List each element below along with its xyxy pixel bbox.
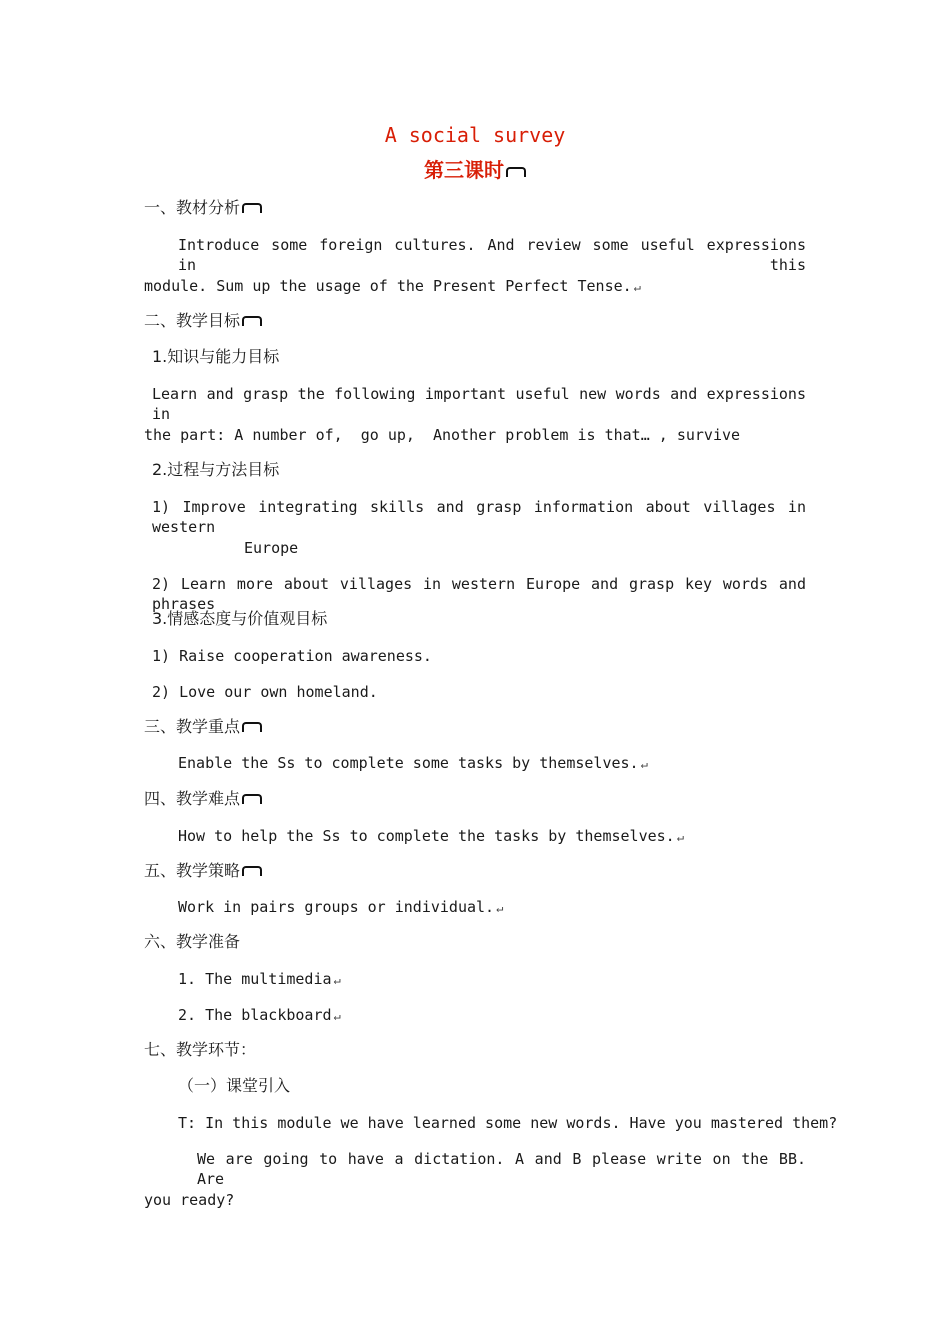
heading-text: 一、教材分析 <box>144 198 241 217</box>
paragraph-line: Learn and grasp the following important useful new words and expressions in <box>152 385 806 423</box>
subheading-process: 2.过程与方法目标 <box>152 460 280 479</box>
paragraph-mark-icon: ↵ <box>676 830 684 844</box>
subtitle-text: 第三课时 <box>424 158 504 182</box>
heading-text: 四、教学难点 <box>144 789 241 808</box>
section-mark-icon <box>242 316 262 326</box>
paragraph-line: the part: A number of, go up, Another problem is that… , survive <box>144 426 741 444</box>
paragraph-line <box>178 897 503 918</box>
list-item: 1) Raise cooperation awareness. <box>152 647 432 665</box>
document-title: A social survey <box>384 123 566 147</box>
list-item: 2) Learn more about villages in western Europe and grasp key words and phrases <box>152 575 806 613</box>
section-mark-icon <box>506 167 526 177</box>
paragraph-mark-icon: ↵ <box>333 1009 341 1023</box>
section-mark-icon <box>242 866 262 876</box>
paragraph-mark-icon: ↵ <box>496 901 504 915</box>
paragraph-line <box>144 276 641 297</box>
paragraph-line <box>178 753 648 774</box>
section-heading-analysis <box>144 198 262 218</box>
section-heading-key-points <box>144 717 262 737</box>
paragraph-mark-icon: ↵ <box>333 973 341 987</box>
line-text: Work in pairs groups or individual. <box>178 898 495 916</box>
subheading-knowledge: 1.知识与能力目标 <box>152 347 280 366</box>
section-mark-icon <box>242 722 262 732</box>
section-heading-objectives <box>144 311 262 331</box>
paragraph-line: Introduce some foreign cultures. And review some useful expressions in this <box>178 236 806 274</box>
list-item <box>178 1005 341 1026</box>
list-item: 1) Improve integrating skills and grasp information about villages in western <box>152 498 806 536</box>
paragraph-line <box>178 826 684 847</box>
heading-text: 五、教学策略 <box>144 861 241 880</box>
paragraph-line: T: In this module we have learned some new words. Have you mastered them? <box>178 1114 838 1132</box>
section-mark-icon <box>242 203 262 213</box>
line-text: module. Sum up the usage of the Present Perfect Tense. <box>144 277 632 295</box>
list-item: 2) Love our own homeland. <box>152 683 378 701</box>
heading-text: 三、教学重点 <box>144 717 241 736</box>
paragraph-mark-icon: ↵ <box>633 280 641 294</box>
section-heading-strategy <box>144 861 262 881</box>
section-heading-difficulties <box>144 789 262 809</box>
section-heading-procedure: 七、教学环节： <box>144 1040 257 1059</box>
subheading-attitude: 3.情感态度与价值观目标 <box>152 609 328 628</box>
paragraph-line: We are going to have a dictation. A and B please write on the BB. Are <box>197 1150 806 1188</box>
list-item-continuation: Europe <box>244 539 299 557</box>
section-mark-icon <box>242 794 262 804</box>
line-text: 2. The blackboard <box>178 1006 332 1024</box>
list-item <box>178 969 341 990</box>
line-text: 1. The multimedia <box>178 970 332 988</box>
section-heading-preparation: 六、教学准备 <box>144 932 241 951</box>
heading-text: 二、教学目标 <box>144 311 241 330</box>
line-text: How to help the Ss to complete the tasks by themselves. <box>178 827 675 845</box>
paragraph-mark-icon: ↵ <box>640 757 648 771</box>
line-text: Enable the Ss to complete some tasks by themselves. <box>178 754 639 772</box>
paragraph-line: you ready? <box>144 1191 235 1209</box>
subheading-lead-in: （一）课堂引入 <box>178 1076 291 1095</box>
document-subtitle <box>0 160 950 180</box>
